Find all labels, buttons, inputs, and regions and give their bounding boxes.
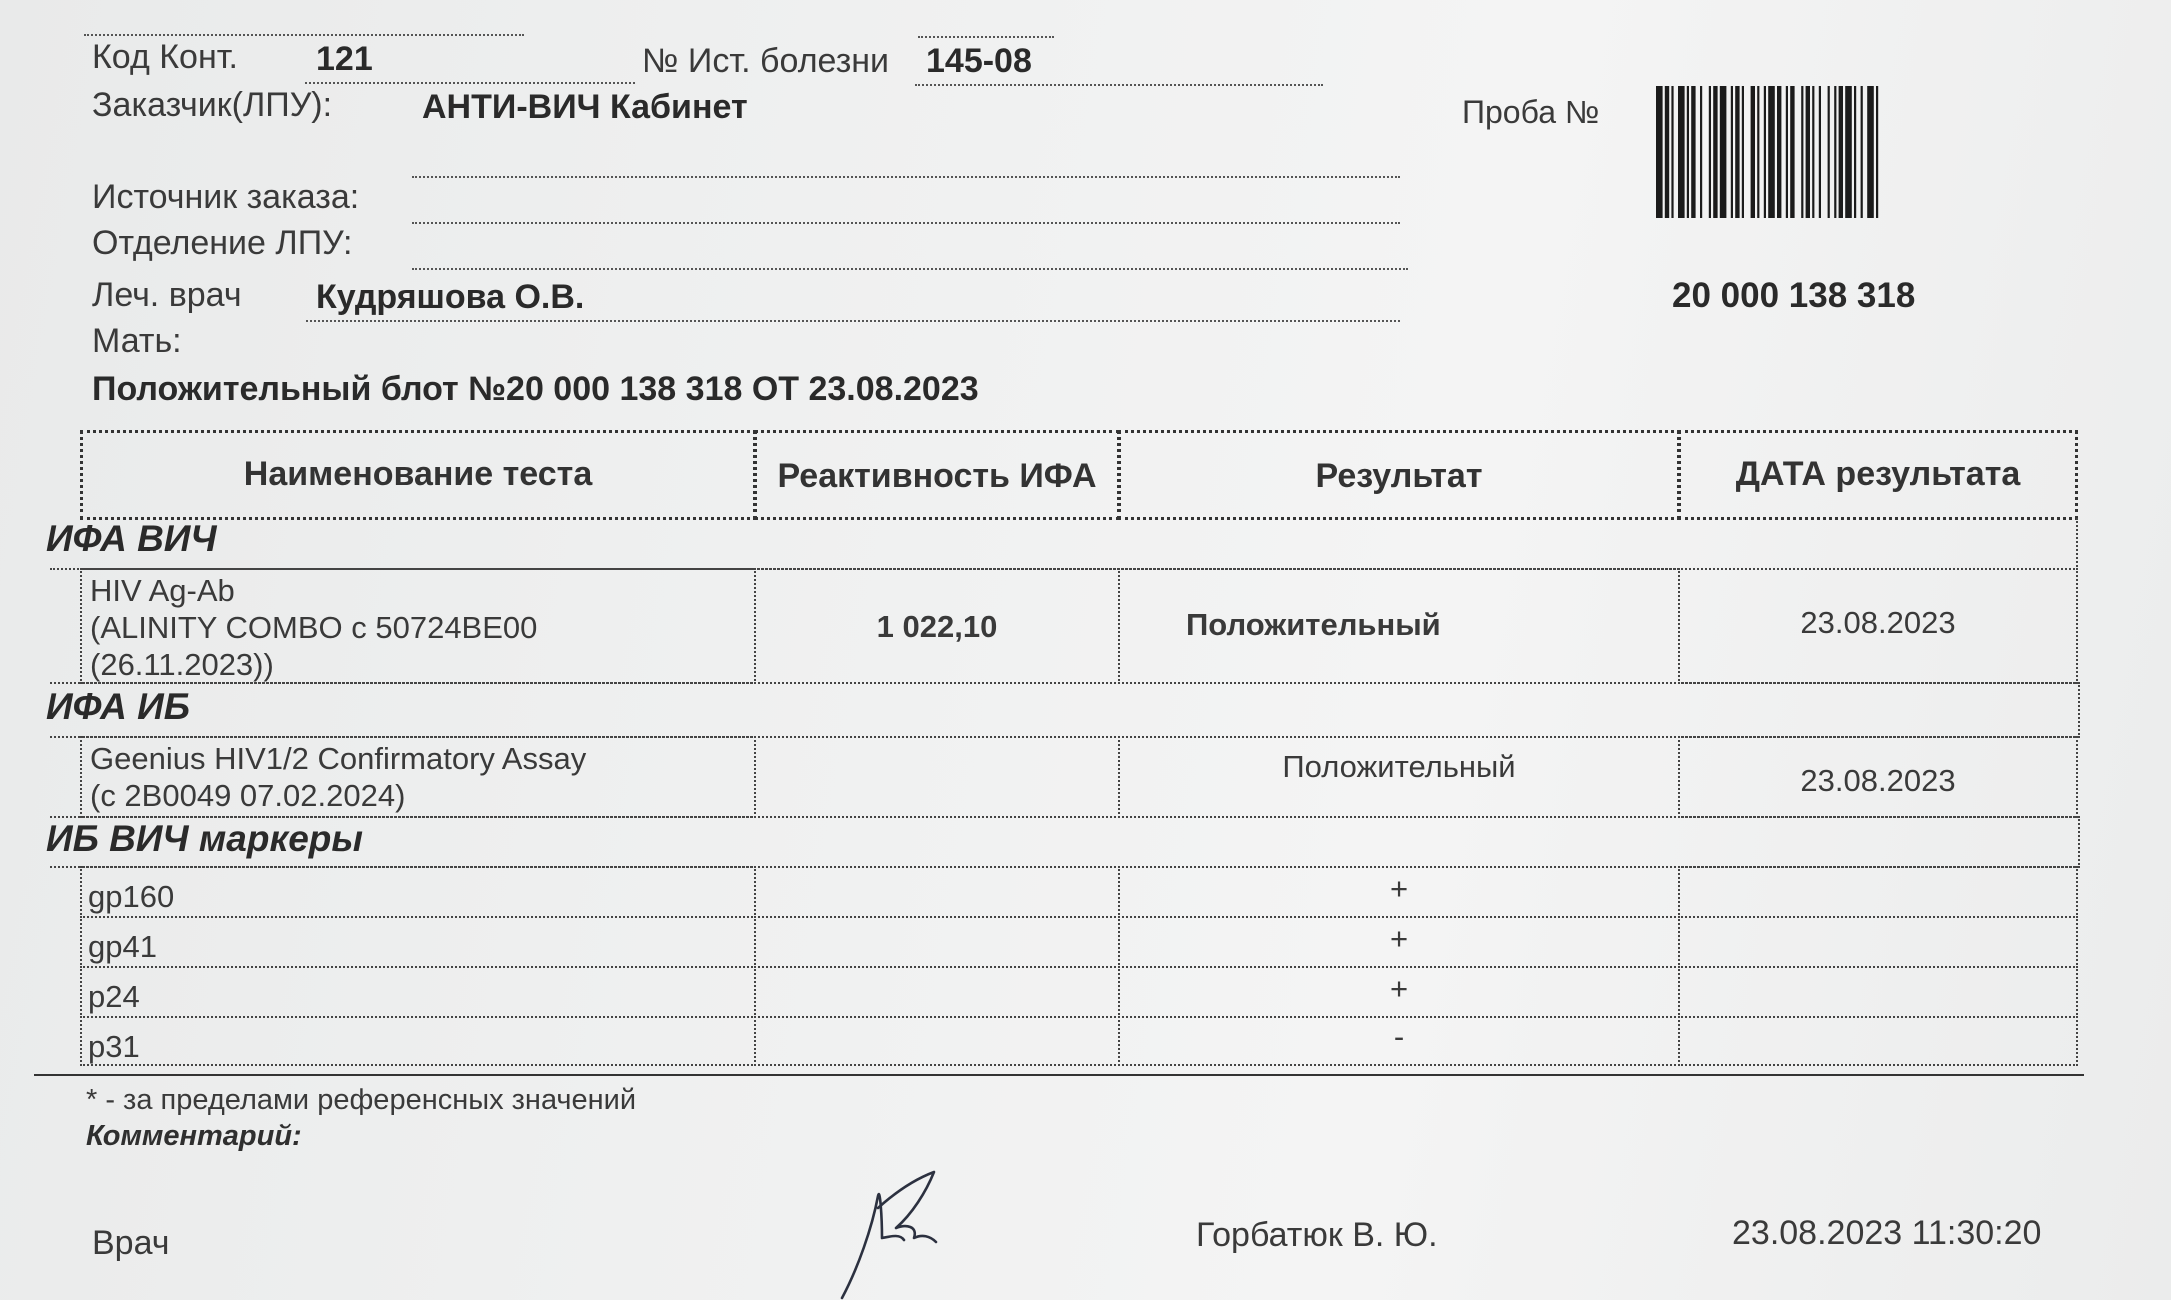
barcode-bar — [1764, 86, 1766, 218]
barcode-bar — [1834, 86, 1836, 218]
date-value: 23.08.2023 — [1800, 763, 1956, 798]
result-value: Положительный — [1282, 749, 1516, 784]
proba-label: Проба № — [1462, 94, 1600, 130]
proba-number: 20 000 138 318 — [1672, 276, 1916, 315]
reactivity-cell — [754, 866, 1120, 918]
reactivity-cell — [754, 736, 1120, 818]
istochnik-label: Источник заказа: — [92, 178, 360, 216]
vrach-value: Кудряшова О.В. — [316, 278, 585, 316]
column-header-reactivity: Реактивность ИФА — [754, 430, 1120, 520]
section-title-ifa-vich: ИФА ВИЧ — [46, 518, 217, 559]
result-cell — [1118, 866, 1680, 918]
zakazchik-label: Заказчик(ЛПУ): — [92, 86, 333, 124]
barcode-bar — [1876, 86, 1878, 218]
marker-result: + — [1389, 971, 1409, 1006]
table-row — [80, 916, 756, 968]
reactivity-cell — [754, 568, 1120, 684]
reactivity-cell — [754, 916, 1120, 968]
results-table — [46, 430, 2078, 1064]
date-cell — [1678, 568, 2078, 684]
date-value: 23.08.2023 — [1800, 605, 1956, 640]
barcode-bar — [1720, 86, 1727, 218]
barcode-bar — [1713, 86, 1717, 218]
date-cell — [1678, 916, 2078, 968]
barcode-bar — [1687, 86, 1689, 218]
section-row-ifa-ib — [50, 682, 2080, 738]
test-name-line: (26.11.2023)) — [90, 647, 274, 682]
marker-name: p24 — [88, 979, 140, 1014]
barcode-bar — [1700, 86, 1702, 218]
section-title-ib-markers: ИБ ВИЧ маркеры — [46, 818, 363, 859]
test-name-line: (ALINITY COMBO с 50724BE00 — [90, 610, 538, 645]
report-datetime: 23.08.2023 11:30:20 — [1732, 1214, 2042, 1252]
reactivity-cell — [754, 1016, 1120, 1066]
table-row-hiv-ag-ab — [80, 568, 756, 684]
barcode-bar — [1757, 86, 1759, 218]
table-row-geenius — [80, 736, 756, 818]
barcode-bar — [1656, 86, 1663, 218]
barcode-bar — [1861, 86, 1863, 218]
date-cell — [1678, 866, 2078, 918]
marker-result: + — [1389, 871, 1409, 906]
signature-icon — [838, 1168, 948, 1300]
marker-name: gp41 — [88, 929, 157, 964]
result-cell — [1118, 1016, 1680, 1066]
date-cell — [1678, 736, 2078, 818]
result-cell — [1118, 736, 1680, 818]
barcode-bar — [1751, 86, 1755, 218]
marker-result: + — [1389, 921, 1409, 956]
barcode-bar — [1691, 86, 1695, 218]
test-name-line: HIV Ag-Ab — [90, 573, 235, 608]
table-row — [80, 1016, 756, 1066]
kod-kont-label: Код Конт. — [92, 38, 238, 76]
reactivity-cell — [754, 966, 1120, 1018]
barcode-bar — [1731, 86, 1733, 218]
test-name-line: Geenius HIV1/2 Confirmatory Assay — [90, 741, 587, 776]
barcode-bar — [1742, 86, 1744, 218]
barcode-bar — [1845, 86, 1852, 218]
barcode-bar — [1735, 86, 1739, 218]
barcode-bar — [1671, 86, 1673, 218]
divider — [34, 1074, 2084, 1076]
table-row — [80, 966, 756, 1018]
marker-result: - — [1393, 1019, 1405, 1054]
barcode-bar — [1867, 86, 1874, 218]
table-row — [80, 866, 756, 918]
barcode-bar — [1790, 86, 1794, 218]
mat-label: Мать: — [92, 322, 182, 360]
column-header-date: ДАТА результата — [1678, 430, 2078, 520]
barcode-icon — [1656, 86, 1946, 218]
result-cell — [1118, 966, 1680, 1018]
doctor-label: Врач — [92, 1224, 170, 1262]
date-cell — [1678, 966, 2078, 1018]
test-name-line: (с 2B0049 07.02.2024) — [90, 778, 406, 813]
page-title: Положительный блот №20 000 138 318 ОТ 23.08.2023 — [92, 370, 979, 408]
kod-kont-value: 121 — [316, 40, 373, 78]
comment-label: Комментарий: — [86, 1120, 302, 1152]
reactivity-value: 1 022,10 — [876, 609, 998, 644]
section-title-ifa-ib: ИФА ИБ — [46, 686, 190, 727]
barcode-bar — [1819, 86, 1821, 218]
barcode-bar — [1709, 86, 1711, 218]
barcode-bar — [1777, 86, 1781, 218]
barcode-bar — [1812, 86, 1814, 218]
zakazchik-value: АНТИ-ВИЧ Кабинет — [422, 88, 748, 126]
result-cell — [1118, 568, 1680, 684]
ist-bolezni-value: 145-08 — [926, 42, 1032, 80]
ist-bolezni-label: № Ист. болезни — [642, 42, 890, 80]
doctor-name: Горбатюк В. Ю. — [1196, 1216, 1438, 1254]
barcode-bar — [1665, 86, 1669, 218]
vrach-label: Леч. врач — [92, 276, 242, 314]
date-cell — [1678, 1016, 2078, 1066]
barcode-bar — [1854, 86, 1856, 218]
barcode-bar — [1806, 86, 1810, 218]
marker-name: gp160 — [88, 879, 175, 914]
otdelenie-label: Отделение ЛПУ: — [92, 224, 353, 262]
barcode-bar — [1839, 86, 1843, 218]
footnote: * - за пределами референсных значений — [86, 1084, 637, 1116]
barcode-bar — [1768, 86, 1775, 218]
barcode-bar — [1786, 86, 1788, 218]
barcode-bar — [1828, 86, 1830, 218]
column-header-test-name: Наименование теста — [80, 430, 756, 520]
marker-name: p31 — [88, 1029, 140, 1064]
barcode-bar — [1801, 86, 1803, 218]
barcode-bar — [1678, 86, 1685, 218]
result-cell — [1118, 916, 1680, 968]
result-value: Положительный — [1186, 607, 1441, 642]
section-row-ifa-vich — [50, 518, 2078, 570]
column-header-result: Результат — [1118, 430, 1680, 520]
